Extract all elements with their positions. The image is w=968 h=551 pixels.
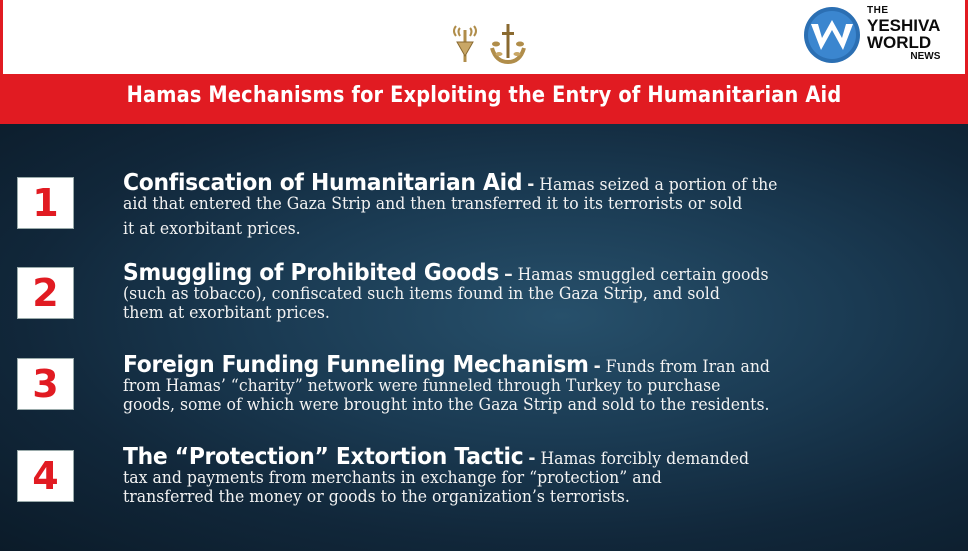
item-heading: Foreign Funding Funneling Mechanism bbox=[123, 352, 589, 378]
item-separator: - bbox=[528, 448, 536, 469]
item-line3: it at exorbitant prices. bbox=[123, 219, 301, 238]
item-heading: The “Protection” Extortion Tactic bbox=[123, 444, 524, 470]
item-text bbox=[123, 170, 845, 238]
item-line2: tax and payments from merchants in exchange for “protection” and bbox=[123, 468, 662, 487]
idf-communications-emblem-icon bbox=[454, 26, 476, 62]
yeshiva-world-news-logo[interactable] bbox=[801, 2, 957, 70]
item-separator: - bbox=[527, 174, 535, 195]
item-line2: aid that entered the Gaza Strip and then transferred it to its terrorists or sold bbox=[123, 194, 743, 213]
item-text bbox=[123, 352, 845, 414]
logo-the: THE bbox=[867, 5, 889, 16]
item-line3: goods, some of which were brought into the Gaza Strip and sold to the residents. bbox=[123, 395, 770, 414]
item-text bbox=[123, 444, 845, 506]
emblems bbox=[446, 22, 530, 66]
logo-yeshiva: YESHIVA bbox=[867, 16, 941, 35]
logo-text bbox=[867, 6, 940, 62]
item-number: 3 bbox=[17, 358, 74, 410]
item-text bbox=[123, 260, 845, 322]
title-banner bbox=[0, 74, 968, 124]
idf-sword-olive-emblem-icon bbox=[492, 24, 524, 62]
page-title: Hamas Mechanisms for Exploiting the Entry of Humanitarian Aid bbox=[126, 83, 842, 108]
item-heading: Confiscation of Humanitarian Aid bbox=[123, 170, 523, 196]
item-number: 1 bbox=[17, 177, 74, 229]
header-band bbox=[0, 0, 968, 74]
item-line1: Hamas seized a portion of the bbox=[539, 175, 778, 194]
item-line1: Funds from Iran and bbox=[605, 357, 770, 376]
item-number: 4 bbox=[17, 450, 74, 502]
item-separator: - bbox=[593, 356, 601, 377]
item-line2: (such as tobacco), confiscated such items found in the Gaza Strip, and sold bbox=[123, 284, 720, 303]
logo-world: WORLD bbox=[867, 33, 932, 52]
item-line3: them at exorbitant prices. bbox=[123, 303, 330, 322]
item-heading: Smuggling of Prohibited Goods bbox=[123, 260, 500, 286]
item-separator: – bbox=[504, 264, 513, 285]
logo-news: NEWS bbox=[910, 51, 941, 62]
item-line1: Hamas smuggled certain goods bbox=[517, 265, 769, 284]
yeshiva-world-w-logo-icon bbox=[803, 6, 861, 64]
item-line3: transferred the money or goods to the organization’s terrorists. bbox=[123, 487, 630, 506]
item-number: 2 bbox=[17, 267, 74, 319]
item-line2: from Hamas’ “charity” network were funneled through Turkey to purchase bbox=[123, 376, 721, 395]
content-panel bbox=[0, 124, 968, 551]
item-line1: Hamas forcibly demanded bbox=[540, 449, 750, 468]
